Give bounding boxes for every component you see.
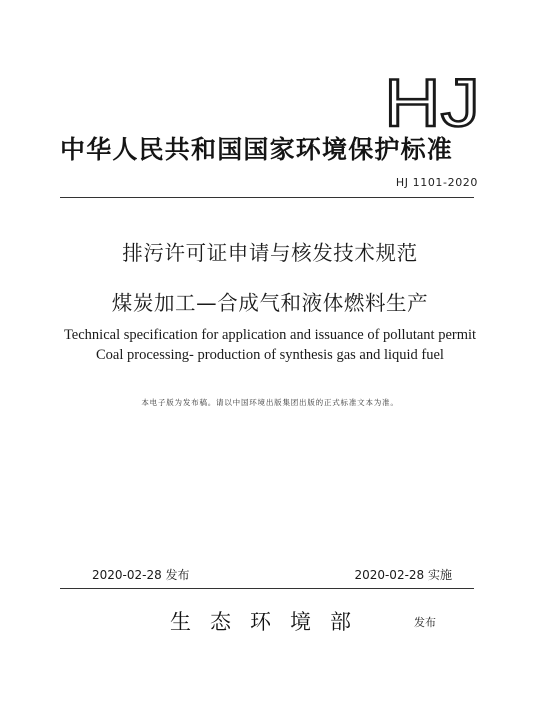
footer-divider bbox=[60, 588, 474, 589]
issuing-ministry: 生态环境部 bbox=[170, 610, 370, 634]
title-english-line-2: Coal processing- production of synthesis gas and liquid fuel bbox=[96, 347, 444, 363]
title-chinese-line-1: 排污许可证申请与核发技术规范 bbox=[122, 241, 418, 265]
issuing-body-title: 中华人民共和国国家环境保护标准 bbox=[60, 135, 454, 164]
title-english-line-1: Technical specification for application and issuance of pollutant permit bbox=[63, 327, 477, 343]
header-divider bbox=[60, 197, 474, 198]
hj-logo bbox=[382, 68, 482, 132]
hj-logo-text: HJ bbox=[384, 68, 480, 132]
electronic-version-notice: 本电子版为发布稿。请以中国环境出版集团出版的正式标准文本为准。 bbox=[141, 398, 399, 407]
title-chinese-line-2: 煤炭加工—合成气和液体燃料生产 bbox=[111, 291, 429, 315]
publish-label: 发布 bbox=[414, 616, 436, 629]
issue-date: 2020-02-28 发布 bbox=[92, 568, 190, 582]
effective-date: 2020-02-28 实施 bbox=[354, 568, 452, 582]
standard-number: HJ 1101-2020 bbox=[395, 176, 478, 189]
